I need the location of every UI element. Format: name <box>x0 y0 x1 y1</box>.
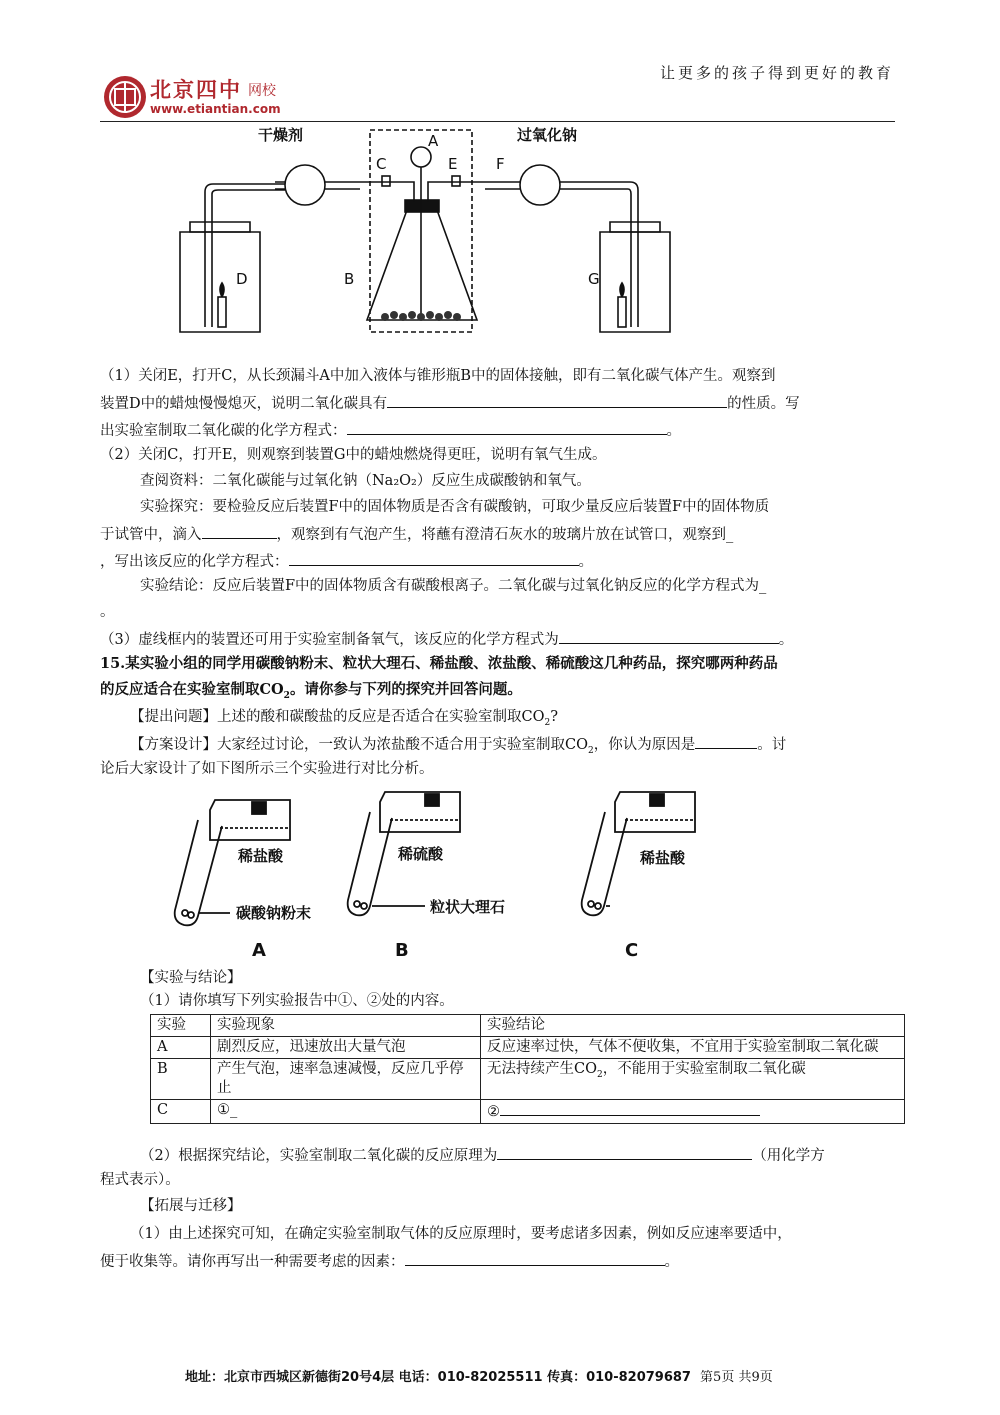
answer-blank[interactable] <box>559 629 779 644</box>
peroxide-bulb <box>520 165 560 205</box>
drying-bulb-left <box>285 165 325 205</box>
answer-blank[interactable] <box>405 1251 665 1266</box>
caption-c: C <box>625 940 639 961</box>
header-cell: 实验 <box>151 1015 211 1037</box>
label-f: F <box>496 155 505 173</box>
q15-line1: 15.某实验小组的同学用碳酸钠粉末、粒状大理石、稀盐酸、浓盐酸、稀硫酸这几种药品，探究哪两种药品 <box>100 655 778 672</box>
label-a: A <box>428 132 439 150</box>
test-tube-b <box>348 812 392 915</box>
logo-emblem-icon <box>102 74 148 120</box>
label-b: B <box>344 270 355 288</box>
ext-title: 【拓展与迁移】 <box>140 1198 242 1214</box>
row-conclusion: 反应速率过快，气体不便收集，不宜用于实验室制取二氧化碳 <box>481 1037 905 1059</box>
answer-cell-1[interactable]: ①_ <box>211 1100 481 1124</box>
row-phenomenon: 剧烈反应，迅速放出大量气泡 <box>211 1037 481 1059</box>
q1-line11: （3）虚线框内的装置还可用于实验室制备氧气，该反应的化学方程式为 。 <box>100 629 900 649</box>
label-d: D <box>236 270 248 288</box>
caption-b: B <box>395 940 409 961</box>
bottle-d <box>180 232 260 332</box>
q1-line10: 。 <box>100 604 115 620</box>
tube-d <box>205 184 285 327</box>
label-peroxide: 过氧化钠 <box>517 126 578 144</box>
q15-line4: 【方案设计】大家经过讨论，一致认为浓盐酸不适合用于实验室制取$CO_2$，你认为原因是 。讨 <box>130 734 900 760</box>
exp-q1: （1）请你填写下列实验报告中①、②处的内容。 <box>140 993 454 1009</box>
answer-blank[interactable] <box>202 524 277 539</box>
answer-cell-2[interactable]: ② <box>481 1100 905 1124</box>
q1-line4: （2）关闭C，打开E，则观察到装置G中的蜡烛燃烧得更旺，说明有氧气生成。 <box>100 447 607 463</box>
q15-line5: 论后大家设计了如下图所示三个实验进行对比分析。 <box>100 761 434 777</box>
answer-blank[interactable] <box>289 551 579 566</box>
q1-line8: ，写出该反应的化学方程式： 。 <box>100 551 900 571</box>
apparatus-figure <box>160 122 680 352</box>
logo-name: 北京四中 <box>150 78 242 102</box>
row-id: A <box>151 1037 211 1059</box>
row-phenomenon: 产生气泡，速率急速减慢，反应几乎停止 <box>211 1059 481 1100</box>
table-header-row <box>151 1015 905 1037</box>
solid-label-a: 碳酸钠粉末 <box>236 904 312 922</box>
label-desiccant: 干燥剂 <box>258 126 304 144</box>
answer-blank[interactable] <box>497 1145 752 1160</box>
q1-line2: 装置D中的蜡烛慢慢熄灭，说明二氧化碳具有 的性质。写 <box>100 393 900 413</box>
acid-label-c: 稀盐酸 <box>640 849 686 867</box>
acid-label-a: 稀盐酸 <box>238 847 284 865</box>
row-conclusion: 无法持续产生$CO_2$，不能用于实验室制取二氧化碳 <box>481 1059 905 1100</box>
answer-blank[interactable] <box>347 420 667 435</box>
q1-line9: 实验结论：反应后装置F中的固体物质含有碳酸根离子。二氧化碳与过氧化钠反应的化学方程式为_ <box>140 578 767 594</box>
answer-blank[interactable] <box>387 393 727 408</box>
bottle-g <box>600 232 670 332</box>
test-tube-a <box>175 820 222 925</box>
logo-url: www.etiantian.com <box>150 102 281 116</box>
solid-label-b: 粒状大理石 <box>430 898 506 916</box>
caption-a: A <box>252 940 266 961</box>
flask-b <box>367 210 477 320</box>
q1-line3: 出实验室制取二氧化碳的化学方程式： 。 <box>100 420 900 440</box>
header-cell: 实验现象 <box>211 1015 481 1037</box>
exp-title: 【实验与结论】 <box>140 970 242 986</box>
table-row <box>151 1100 905 1124</box>
funnel-a <box>411 147 431 167</box>
q1-line6: 实验探究：要检验反应后装置F中的固体物质是否含有碳酸钠，可取少量反应后装置F中的固体物质 <box>140 499 770 515</box>
exp-q2-cont: 程式表示）。 <box>100 1172 180 1188</box>
q15-line2: 的反应适合在实验室制取$CO_2$。请你参与下列的探究并回答问题。 <box>100 681 522 701</box>
header-cell: 实验结论 <box>481 1015 905 1037</box>
label-e: E <box>448 155 458 173</box>
q1-line5: 查阅资料：二氧化碳能与过氧化钠（Na₂O₂）反应生成碳酸钠和氧气。 <box>140 473 591 489</box>
label-c: C <box>376 155 387 173</box>
q15-line3: 【提出问题】上述的酸和碳酸盐的反应是否适合在实验室制取$CO_2$? <box>130 709 558 728</box>
logo-net: 网校 <box>248 83 276 99</box>
label-g: G <box>588 270 600 288</box>
ext-line2: 便于收集等。请你再写出一种需要考虑的因素： 。 <box>100 1251 900 1271</box>
table-row <box>151 1059 905 1100</box>
q1-line1: （1）关闭E，打开C，从长颈漏斗A中加入液体与锥形瓶B中的固体接触，即有二氧化碳气体产生。观察到 <box>100 368 776 384</box>
exp-q2: （2）根据探究结论，实验室制取二氧化碳的反应原理为 （用化学方 <box>140 1145 900 1165</box>
ext-line1: （1）由上述探究可知，在确定实验室制取气体的反应原理时，要考虑诸多因素，例如反应速率要适中， <box>130 1226 792 1242</box>
answer-blank[interactable] <box>695 734 757 749</box>
row-id: C <box>151 1100 211 1124</box>
row-id: B <box>151 1059 211 1100</box>
footer: 地址：北京市西城区新德街20号4层 电话：010-82025511 传真：010-82079687 第5页 共9页 <box>185 1370 773 1385</box>
header-slogan: 让更多的孩子得到更好的教育 <box>660 64 895 82</box>
table-row <box>151 1037 905 1059</box>
report-table <box>150 1014 905 1124</box>
q1-line7: 于试管中，滴入 ，观察到有气泡产生，将蘸有澄清石灰水的玻璃片放在试管口，观察到_ <box>100 524 900 544</box>
page-number: 第5页 共9页 <box>700 1370 773 1385</box>
acid-label-b: 稀硫酸 <box>398 845 444 863</box>
test-tube-c <box>582 812 627 915</box>
reagent-bottle-b <box>380 792 460 832</box>
reagent-bottle-a <box>210 800 290 840</box>
